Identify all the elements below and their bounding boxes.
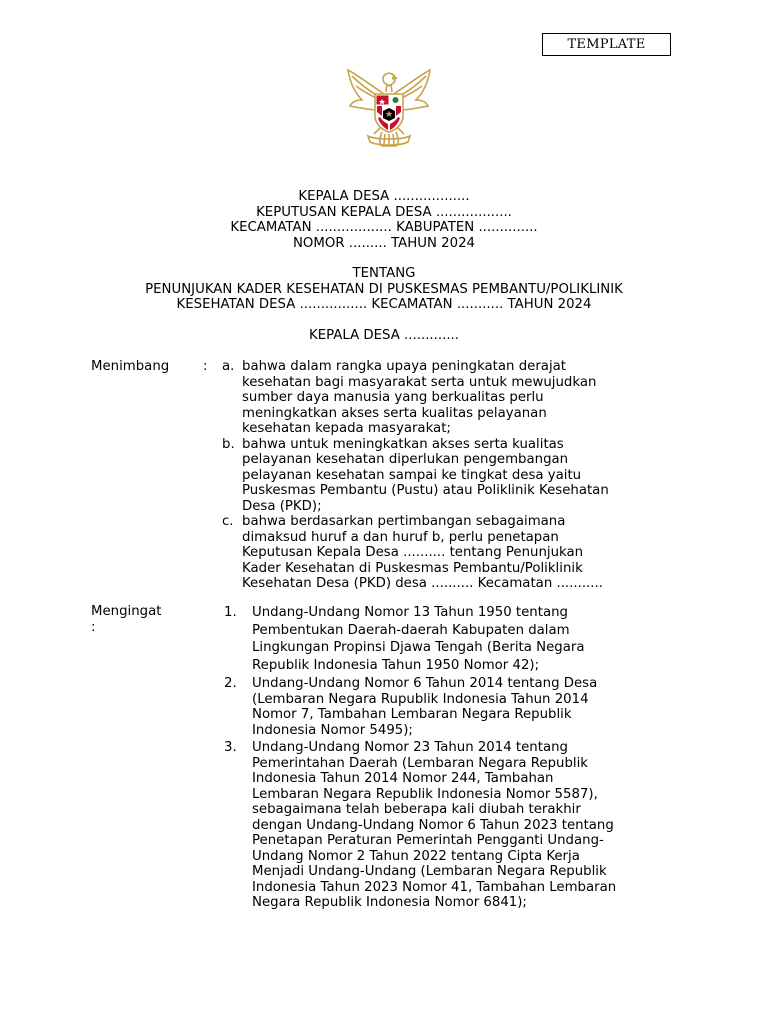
signer-block: [0, 328, 768, 344]
item-line: Kader Kesehatan di Puskesmas Pembantu/Poliklinik: [242, 560, 583, 576]
item-line: bahwa untuk meningkatkan akses serta kualitas: [242, 436, 564, 452]
list-item: [222, 740, 682, 911]
signer-title: KEPALA DESA .............: [308, 328, 460, 343]
garuda-pancasila-emblem-icon: [342, 66, 436, 154]
list-item: [222, 514, 672, 592]
item-line: Pembentukan Daerah-daerah Kabupaten dalam: [252, 622, 570, 638]
mengingat-colon: :: [91, 619, 96, 635]
item-line: bahwa dalam rangka upaya peningkatan derajat: [242, 359, 566, 374]
menimbang-section: [91, 359, 691, 589]
item-line: Penetapan Peraturan Pemerintah Pengganti Undang-: [252, 833, 604, 848]
item-line: dengan Undang-Undang Nomor 6 Tahun 2023 tentang: [252, 817, 614, 833]
list-item: [222, 676, 682, 738]
item-line: kesehatan bagi masyarakat serta untuk mewujudkan: [242, 374, 597, 390]
item-line: Puskesmas Pembantu (Pustu) atau Poliklinik Kesehatan: [242, 483, 609, 498]
item-line: kesehatan kepada masyarakat;: [242, 421, 451, 436]
header-line-3: KECAMATAN .................. KABUPATEN ..............: [230, 220, 538, 235]
item-line: Lembaran Negara Republik Indonesia Nomor 5587),: [252, 786, 598, 802]
menimbang-list: [222, 359, 672, 592]
item-line: sumber daya manusia yang berkualitas perlu: [242, 390, 544, 405]
item-line: sebagaimana telah beberapa kali diubah terakhir: [252, 802, 581, 817]
header-line-2: KEPUTUSAN KEPALA DESA ..................: [256, 204, 512, 220]
item-line: Indonesia Tahun 2014 Nomor 244, Tambahan: [252, 771, 554, 786]
item-line: Keputusan Kepala Desa .......... tentang Penunjukan: [242, 545, 584, 560]
item-marker: a.: [222, 359, 235, 374]
header-line-1: KEPALA DESA ..................: [298, 189, 470, 204]
mengingat-label: [91, 604, 181, 635]
tentang-label: TENTANG: [352, 266, 416, 281]
mengingat-label-text: Mengingat: [91, 604, 162, 619]
title-line-2: KESEHATAN DESA ................ KECAMATAN ........... TAHUN 2024: [176, 297, 592, 312]
item-line: meningkatkan akses serta kualitas pelayanan: [242, 405, 547, 421]
item-line: bahwa berdasarkan pertimbangan sebagaimana: [242, 514, 566, 529]
mengingat-list: [222, 604, 682, 911]
item-line: Negara Republik Indonesia Nomor 6841);: [252, 895, 527, 910]
item-line: Republik Indonesia Tahun 1950 Nomor 42);: [252, 657, 540, 673]
list-item: [222, 359, 672, 437]
item-line: Desa (PKD);: [242, 498, 322, 514]
item-marker: 3.: [224, 740, 237, 755]
item-line: Undang-Undang Nomor 6 Tahun 2014 tentang Desa: [252, 676, 598, 691]
item-line: Nomor 7, Tambahan Lembaran Negara Republik: [252, 707, 572, 722]
item-line: Lingkungan Propinsi Djawa Tengah (Berita Negara: [252, 640, 585, 655]
item-marker: b.: [222, 436, 235, 452]
item-line: Indonesia Tahun 2023 Nomor 41, Tambahan Lembaran: [252, 879, 617, 895]
item-line: dimaksud huruf a dan huruf b, perlu penetapan: [242, 529, 559, 545]
header-line-4: NOMOR ......... TAHUN 2024: [292, 235, 475, 251]
item-line: (Lembaran Negara Rupublik Indonesia Tahun 2014: [252, 691, 589, 707]
item-line: pelayanan kesehatan sampai ke tingkat desa yaitu: [242, 467, 582, 483]
title-block: [0, 266, 768, 313]
header-block: [0, 189, 768, 251]
item-marker: 2.: [224, 676, 237, 691]
item-line: Kesehatan Desa (PKD) desa .......... Kecamatan ...........: [242, 576, 603, 591]
item-line: Undang-Undang Nomor 23 Tahun 2014 tentang: [252, 740, 568, 755]
item-line: pelayanan kesehatan diperlukan pengembangan: [242, 452, 569, 467]
item-line: Undang Nomor 2 Tahun 2022 tentang Cipta Kerja: [252, 848, 580, 864]
item-line: Pemerintahan Daerah (Lembaran Negara Republik: [252, 755, 589, 771]
title-line-1: PENUNJUKAN KADER KESEHATAN DI PUSKESMAS PEMBANTU/POLIKLINIK: [145, 281, 623, 297]
list-item: [222, 437, 672, 515]
menimbang-colon: :: [203, 359, 208, 374]
item-line: Menjadi Undang-Undang (Lembaran Negara Republik: [252, 864, 607, 879]
item-marker: c.: [222, 514, 234, 529]
item-line: Undang-Undang Nomor 13 Tahun 1950 tentang: [252, 605, 568, 620]
item-marker: 1.: [224, 605, 237, 620]
list-item: [222, 604, 682, 674]
item-line: Indonesia Nomor 5495);: [252, 722, 413, 738]
menimbang-label: Menimbang: [91, 359, 170, 374]
template-badge: TEMPLATE: [542, 33, 671, 56]
mengingat-section: [91, 604, 691, 914]
